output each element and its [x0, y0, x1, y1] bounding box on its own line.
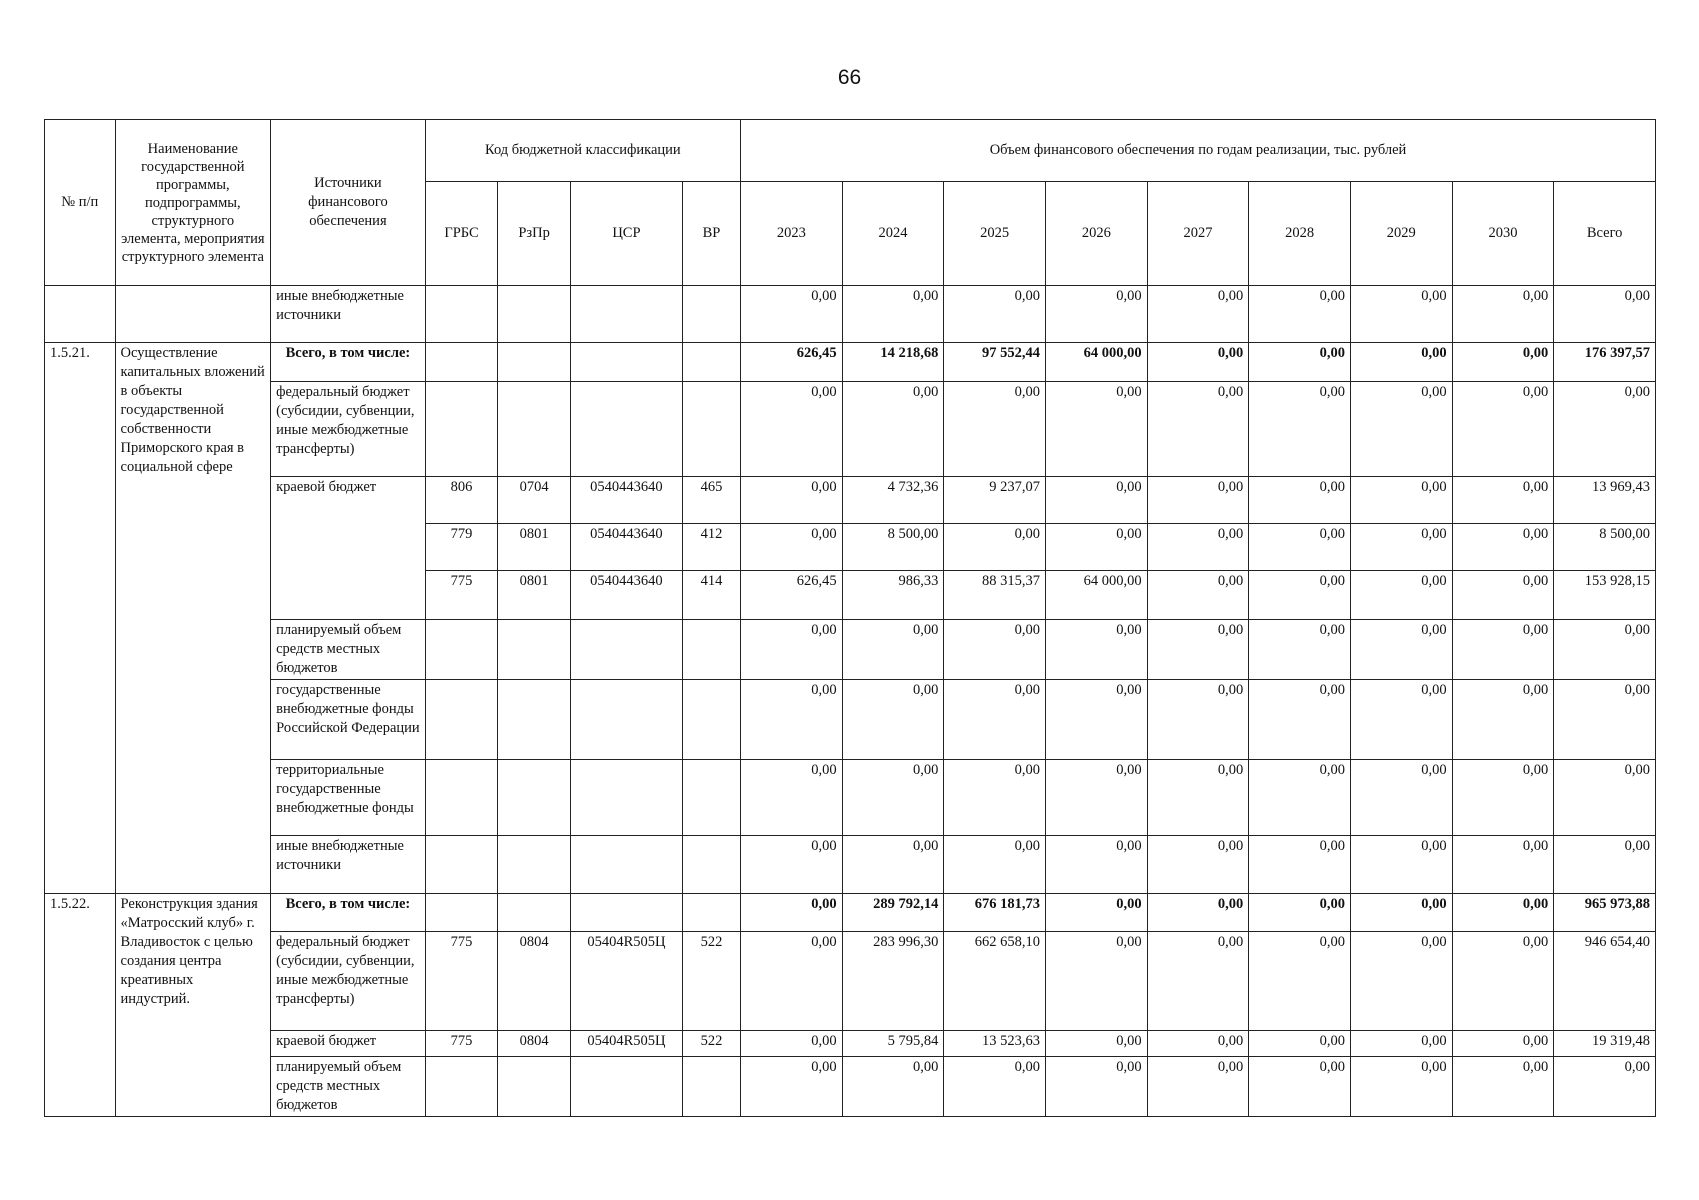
vr-cell [682, 286, 740, 343]
header-year: 2023 [741, 182, 843, 286]
value-cell: 0,00 [944, 836, 1046, 894]
value-cell: 0,00 [1147, 286, 1249, 343]
csr-cell [570, 894, 682, 932]
value-cell: 0,00 [1147, 1057, 1249, 1117]
value-cell: 0,00 [741, 477, 843, 524]
rzpr-cell: 0804 [498, 932, 571, 1031]
value-cell: 0,00 [1045, 894, 1147, 932]
value-cell: 0,00 [1147, 382, 1249, 477]
header-row-1 [45, 120, 1656, 182]
value-cell: 0,00 [741, 620, 843, 680]
value-cell: 0,00 [1350, 477, 1452, 524]
value-cell: 0,00 [1249, 620, 1351, 680]
value-cell: 0,00 [741, 760, 843, 836]
header-source: Источники финансового обеспечения [271, 120, 426, 286]
value-cell: 88 315,37 [944, 571, 1046, 620]
table-row [45, 1031, 1656, 1057]
table-row [45, 680, 1656, 760]
value-cell: 0,00 [1350, 680, 1452, 760]
vr-cell [682, 894, 740, 932]
source-cell: планируемый объем средств местных бюджетов [271, 620, 426, 680]
value-cell: 289 792,14 [842, 894, 944, 932]
vr-cell [682, 343, 740, 382]
value-cell: 0,00 [1045, 524, 1147, 571]
value-cell: 0,00 [1045, 382, 1147, 477]
csr-cell: 05404R505Ц [570, 1031, 682, 1057]
source-cell: планируемый объем средств местных бюджетов [271, 1057, 426, 1117]
header-year: 2028 [1249, 182, 1351, 286]
value-cell: 0,00 [1147, 620, 1249, 680]
value-cell: 965 973,88 [1554, 894, 1656, 932]
value-cell: 0,00 [1554, 760, 1656, 836]
grbs-cell: 806 [425, 477, 498, 524]
table-row [45, 620, 1656, 680]
source-cell: государственные внебюджетные фонды Российской Федерации [271, 680, 426, 760]
header-num: № п/п [45, 120, 116, 286]
csr-cell [570, 836, 682, 894]
csr-cell [570, 620, 682, 680]
table-row [45, 1057, 1656, 1117]
value-cell: 0,00 [1045, 680, 1147, 760]
csr-cell [570, 286, 682, 343]
source-cell: Всего, в том числе: [271, 894, 426, 932]
vr-cell: 522 [682, 1031, 740, 1057]
header-grbs: ГРБС [425, 182, 498, 286]
value-cell: 0,00 [1554, 620, 1656, 680]
vr-cell [682, 680, 740, 760]
value-cell: 0,00 [944, 680, 1046, 760]
value-cell: 0,00 [1452, 932, 1554, 1031]
value-cell: 0,00 [1452, 382, 1554, 477]
csr-cell: 0540443640 [570, 571, 682, 620]
value-cell: 0,00 [741, 286, 843, 343]
rzpr-cell: 0804 [498, 1031, 571, 1057]
value-cell: 0,00 [741, 1057, 843, 1117]
value-cell: 626,45 [741, 343, 843, 382]
grbs-cell [425, 382, 498, 477]
financing-table [44, 119, 1656, 1117]
value-cell: 676 181,73 [944, 894, 1046, 932]
value-cell: 64 000,00 [1045, 571, 1147, 620]
header-year: 2026 [1045, 182, 1147, 286]
value-cell: 0,00 [1045, 932, 1147, 1031]
value-cell: 0,00 [1350, 1031, 1452, 1057]
grbs-cell [425, 680, 498, 760]
source-cell: Всего, в том числе: [271, 343, 426, 382]
value-cell: 0,00 [1147, 1031, 1249, 1057]
header-name: Наименование государственной программы, подпрограммы, структурного элемента, мероприятия структурного элемента [115, 120, 271, 286]
table-row [45, 286, 1656, 343]
value-cell: 0,00 [741, 680, 843, 760]
value-cell: 0,00 [1249, 286, 1351, 343]
header-year: 2027 [1147, 182, 1249, 286]
value-cell: 0,00 [1452, 680, 1554, 760]
rzpr-cell [498, 286, 571, 343]
grbs-cell [425, 836, 498, 894]
value-cell: 0,00 [1554, 680, 1656, 760]
value-cell: 0,00 [1452, 1057, 1554, 1117]
value-cell: 0,00 [1452, 571, 1554, 620]
header-year: 2030 [1452, 182, 1554, 286]
value-cell: 0,00 [1249, 680, 1351, 760]
value-cell: 0,00 [1249, 571, 1351, 620]
value-cell: 0,00 [1249, 477, 1351, 524]
value-cell: 0,00 [1147, 836, 1249, 894]
value-cell: 0,00 [1350, 836, 1452, 894]
value-cell: 0,00 [1452, 760, 1554, 836]
value-cell: 0,00 [1249, 894, 1351, 932]
value-cell: 0,00 [1452, 286, 1554, 343]
value-cell: 0,00 [1249, 382, 1351, 477]
value-cell: 0,00 [1452, 836, 1554, 894]
value-cell: 0,00 [1350, 932, 1452, 1031]
source-cell: территориальные государственные внебюджетные фонды [271, 760, 426, 836]
value-cell: 0,00 [842, 1057, 944, 1117]
value-cell: 0,00 [741, 1031, 843, 1057]
value-cell: 0,00 [741, 836, 843, 894]
value-cell: 0,00 [842, 286, 944, 343]
vr-cell [682, 760, 740, 836]
value-cell: 0,00 [1147, 760, 1249, 836]
csr-cell [570, 680, 682, 760]
grbs-cell: 775 [425, 1031, 498, 1057]
value-cell: 0,00 [1045, 620, 1147, 680]
vr-cell: 522 [682, 932, 740, 1031]
value-cell: 0,00 [1249, 1031, 1351, 1057]
value-cell: 0,00 [944, 286, 1046, 343]
csr-cell [570, 760, 682, 836]
value-cell: 8 500,00 [1554, 524, 1656, 571]
value-cell: 0,00 [1350, 382, 1452, 477]
value-cell: 19 319,48 [1554, 1031, 1656, 1057]
value-cell: 0,00 [1045, 836, 1147, 894]
value-cell: 0,00 [1249, 760, 1351, 836]
value-cell: 0,00 [1452, 1031, 1554, 1057]
item-name: Реконструкция здания «Матросский клуб» г. Владивосток с целью создания центра креативных индустрий. [115, 894, 271, 1117]
value-cell: 0,00 [1249, 836, 1351, 894]
value-cell: 0,00 [944, 524, 1046, 571]
value-cell: 0,00 [1350, 343, 1452, 382]
header-total: Всего [1554, 182, 1656, 286]
page-number: 66 [837, 66, 862, 89]
value-cell: 0,00 [1350, 894, 1452, 932]
grbs-cell [425, 343, 498, 382]
name-cell [115, 286, 271, 343]
header-year: 2025 [944, 182, 1046, 286]
grbs-cell: 775 [425, 932, 498, 1031]
rzpr-cell: 0801 [498, 571, 571, 620]
value-cell: 0,00 [1249, 524, 1351, 571]
value-cell: 4 732,36 [842, 477, 944, 524]
value-cell: 0,00 [842, 760, 944, 836]
value-cell: 283 996,30 [842, 932, 944, 1031]
vr-cell: 412 [682, 524, 740, 571]
grbs-cell: 775 [425, 571, 498, 620]
value-cell: 0,00 [1452, 477, 1554, 524]
value-cell: 0,00 [1350, 286, 1452, 343]
value-cell: 0,00 [1350, 620, 1452, 680]
value-cell: 0,00 [1147, 680, 1249, 760]
value-cell: 0,00 [1350, 524, 1452, 571]
value-cell: 176 397,57 [1554, 343, 1656, 382]
value-cell: 0,00 [1147, 894, 1249, 932]
header-rzpr: РзПр [498, 182, 571, 286]
value-cell: 0,00 [1350, 571, 1452, 620]
vr-cell [682, 836, 740, 894]
value-cell: 0,00 [1249, 1057, 1351, 1117]
num-cell [45, 286, 116, 343]
grbs-cell: 779 [425, 524, 498, 571]
value-cell: 626,45 [741, 571, 843, 620]
table-row [45, 343, 1656, 382]
table-row [45, 894, 1656, 932]
source-cell: федеральный бюджет (субсидии, субвенции, иные межбюджетные трансферты) [271, 382, 426, 477]
value-cell: 946 654,40 [1554, 932, 1656, 1031]
value-cell: 0,00 [1249, 343, 1351, 382]
value-cell: 0,00 [842, 382, 944, 477]
item-name: Осуществление капитальных вложений в объекты государственной собственности Приморского края в социальной сфере [115, 343, 271, 894]
value-cell: 0,00 [1554, 286, 1656, 343]
value-cell: 0,00 [1045, 286, 1147, 343]
value-cell: 97 552,44 [944, 343, 1046, 382]
value-cell: 0,00 [842, 620, 944, 680]
csr-cell: 0540443640 [570, 524, 682, 571]
value-cell: 0,00 [1554, 836, 1656, 894]
header-csr: ЦСР [570, 182, 682, 286]
grbs-cell [425, 286, 498, 343]
csr-cell: 05404R505Ц [570, 932, 682, 1031]
value-cell: 0,00 [842, 836, 944, 894]
vr-cell [682, 620, 740, 680]
value-cell: 0,00 [1350, 1057, 1452, 1117]
source-cell: федеральный бюджет (субсидии, субвенции, иные межбюджетные трансферты) [271, 932, 426, 1031]
header-code-group: Код бюджетной классификации [425, 120, 740, 182]
rzpr-cell [498, 836, 571, 894]
source-cell: краевой бюджет [271, 477, 426, 620]
value-cell: 0,00 [1554, 1057, 1656, 1117]
value-cell: 13 523,63 [944, 1031, 1046, 1057]
rzpr-cell [498, 382, 571, 477]
value-cell: 0,00 [741, 894, 843, 932]
grbs-cell [425, 1057, 498, 1117]
value-cell: 9 237,07 [944, 477, 1046, 524]
value-cell: 0,00 [1147, 524, 1249, 571]
header-vr: ВР [682, 182, 740, 286]
value-cell: 662 658,10 [944, 932, 1046, 1031]
value-cell: 0,00 [1554, 382, 1656, 477]
rzpr-cell [498, 1057, 571, 1117]
value-cell: 0,00 [1045, 477, 1147, 524]
grbs-cell [425, 620, 498, 680]
grbs-cell [425, 894, 498, 932]
item-number: 1.5.21. [45, 343, 116, 894]
vr-cell [682, 1057, 740, 1117]
rzpr-cell: 0801 [498, 524, 571, 571]
value-cell: 0,00 [1452, 620, 1554, 680]
value-cell: 986,33 [842, 571, 944, 620]
value-cell: 0,00 [1452, 343, 1554, 382]
value-cell: 14 218,68 [842, 343, 944, 382]
value-cell: 0,00 [944, 620, 1046, 680]
value-cell: 13 969,43 [1554, 477, 1656, 524]
source-cell: иные внебюджетные источники [271, 286, 426, 343]
value-cell: 0,00 [1045, 1031, 1147, 1057]
value-cell: 0,00 [1147, 343, 1249, 382]
value-cell: 153 928,15 [1554, 571, 1656, 620]
rzpr-cell [498, 680, 571, 760]
csr-cell: 0540443640 [570, 477, 682, 524]
vr-cell: 414 [682, 571, 740, 620]
grbs-cell [425, 760, 498, 836]
item-number: 1.5.22. [45, 894, 116, 1117]
table-row [45, 382, 1656, 477]
header-year: 2024 [842, 182, 944, 286]
source-cell: краевой бюджет [271, 1031, 426, 1057]
source-cell: иные внебюджетные источники [271, 836, 426, 894]
rzpr-cell [498, 620, 571, 680]
value-cell: 5 795,84 [842, 1031, 944, 1057]
value-cell: 0,00 [741, 382, 843, 477]
value-cell: 0,00 [944, 1057, 1046, 1117]
value-cell: 0,00 [1045, 1057, 1147, 1117]
header-volume-group: Объем финансового обеспечения по годам реализации, тыс. рублей [741, 120, 1656, 182]
value-cell: 0,00 [1147, 932, 1249, 1031]
table-row [45, 836, 1656, 894]
vr-cell [682, 382, 740, 477]
value-cell: 0,00 [1147, 477, 1249, 524]
vr-cell: 465 [682, 477, 740, 524]
value-cell: 0,00 [1147, 571, 1249, 620]
rzpr-cell: 0704 [498, 477, 571, 524]
csr-cell [570, 343, 682, 382]
value-cell: 0,00 [1045, 760, 1147, 836]
csr-cell [570, 382, 682, 477]
value-cell: 8 500,00 [842, 524, 944, 571]
table-row [45, 932, 1656, 1031]
value-cell: 0,00 [741, 524, 843, 571]
rzpr-cell [498, 343, 571, 382]
value-cell: 0,00 [842, 680, 944, 760]
value-cell: 64 000,00 [1045, 343, 1147, 382]
value-cell: 0,00 [1452, 894, 1554, 932]
value-cell: 0,00 [1452, 524, 1554, 571]
rzpr-cell [498, 894, 571, 932]
rzpr-cell [498, 760, 571, 836]
table-row [45, 477, 1656, 524]
value-cell: 0,00 [944, 760, 1046, 836]
csr-cell [570, 1057, 682, 1117]
value-cell: 0,00 [1249, 932, 1351, 1031]
value-cell: 0,00 [741, 932, 843, 1031]
value-cell: 0,00 [1350, 760, 1452, 836]
value-cell: 0,00 [944, 382, 1046, 477]
header-year: 2029 [1350, 182, 1452, 286]
table-row [45, 760, 1656, 836]
